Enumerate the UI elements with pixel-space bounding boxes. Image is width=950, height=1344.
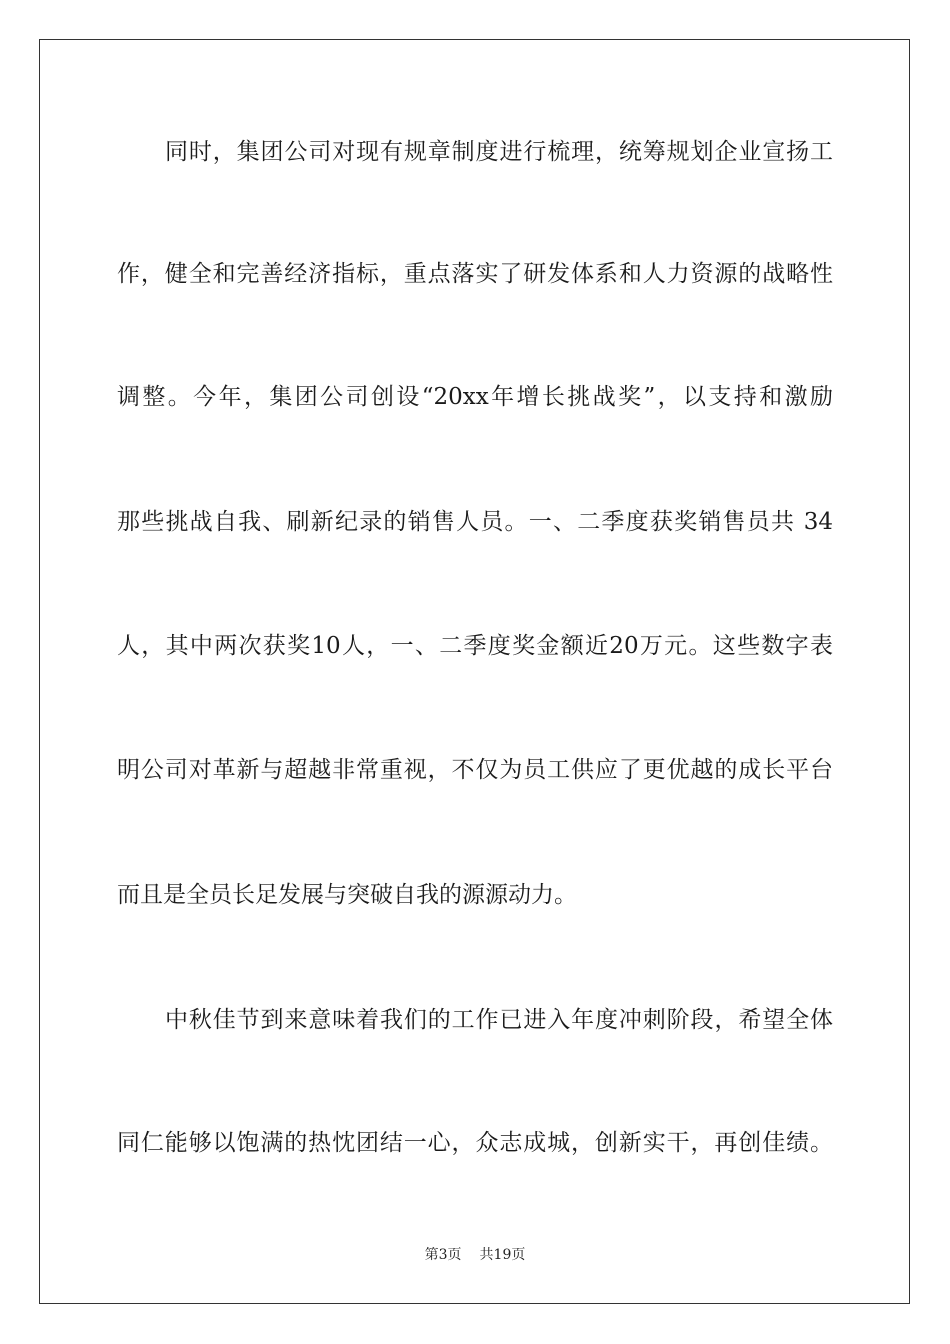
total-pages: 共19页 [479, 1247, 526, 1263]
paragraph-1-line-3: 调整。今年，集团公司创设“20xx年增长挑战奖”，以支持和激励 [117, 384, 833, 410]
paragraph-1-line-1: 同时，集团公司对现有规章制度进行梳理，统筹规划企业宣扬工 [165, 139, 833, 165]
page-number: 第3页 [424, 1247, 462, 1263]
paragraph-1-line-7: 而且是全员长足发展与突破自我的源源动力。 [117, 882, 577, 908]
page-border [39, 39, 910, 1304]
paragraph-2-line-2: 同仁能够以饱满的热忱团结一心，众志成城，创新实干，再创佳绩。 [117, 1130, 833, 1156]
paragraph-1-line-4: 那些挑战自我、刷新纪录的销售人员。一、二季度获奖销售员共 34 [117, 509, 833, 535]
paragraph-1-line-2: 作，健全和完善经济指标，重点落实了研发体系和人力资源的战略性 [117, 261, 833, 287]
page-footer [0, 1245, 950, 1265]
paragraph-2-line-1: 中秋佳节到来意味着我们的工作已进入年度冲刺阶段，希望全体 [165, 1007, 833, 1033]
paragraph-1-line-6: 明公司对革新与超越非常重视，不仅为员工供应了更优越的成长平台 [117, 757, 833, 783]
paragraph-1-line-5: 人，其中两次获奖10人，一、二季度奖金额近20万元。这些数字表 [117, 633, 833, 659]
